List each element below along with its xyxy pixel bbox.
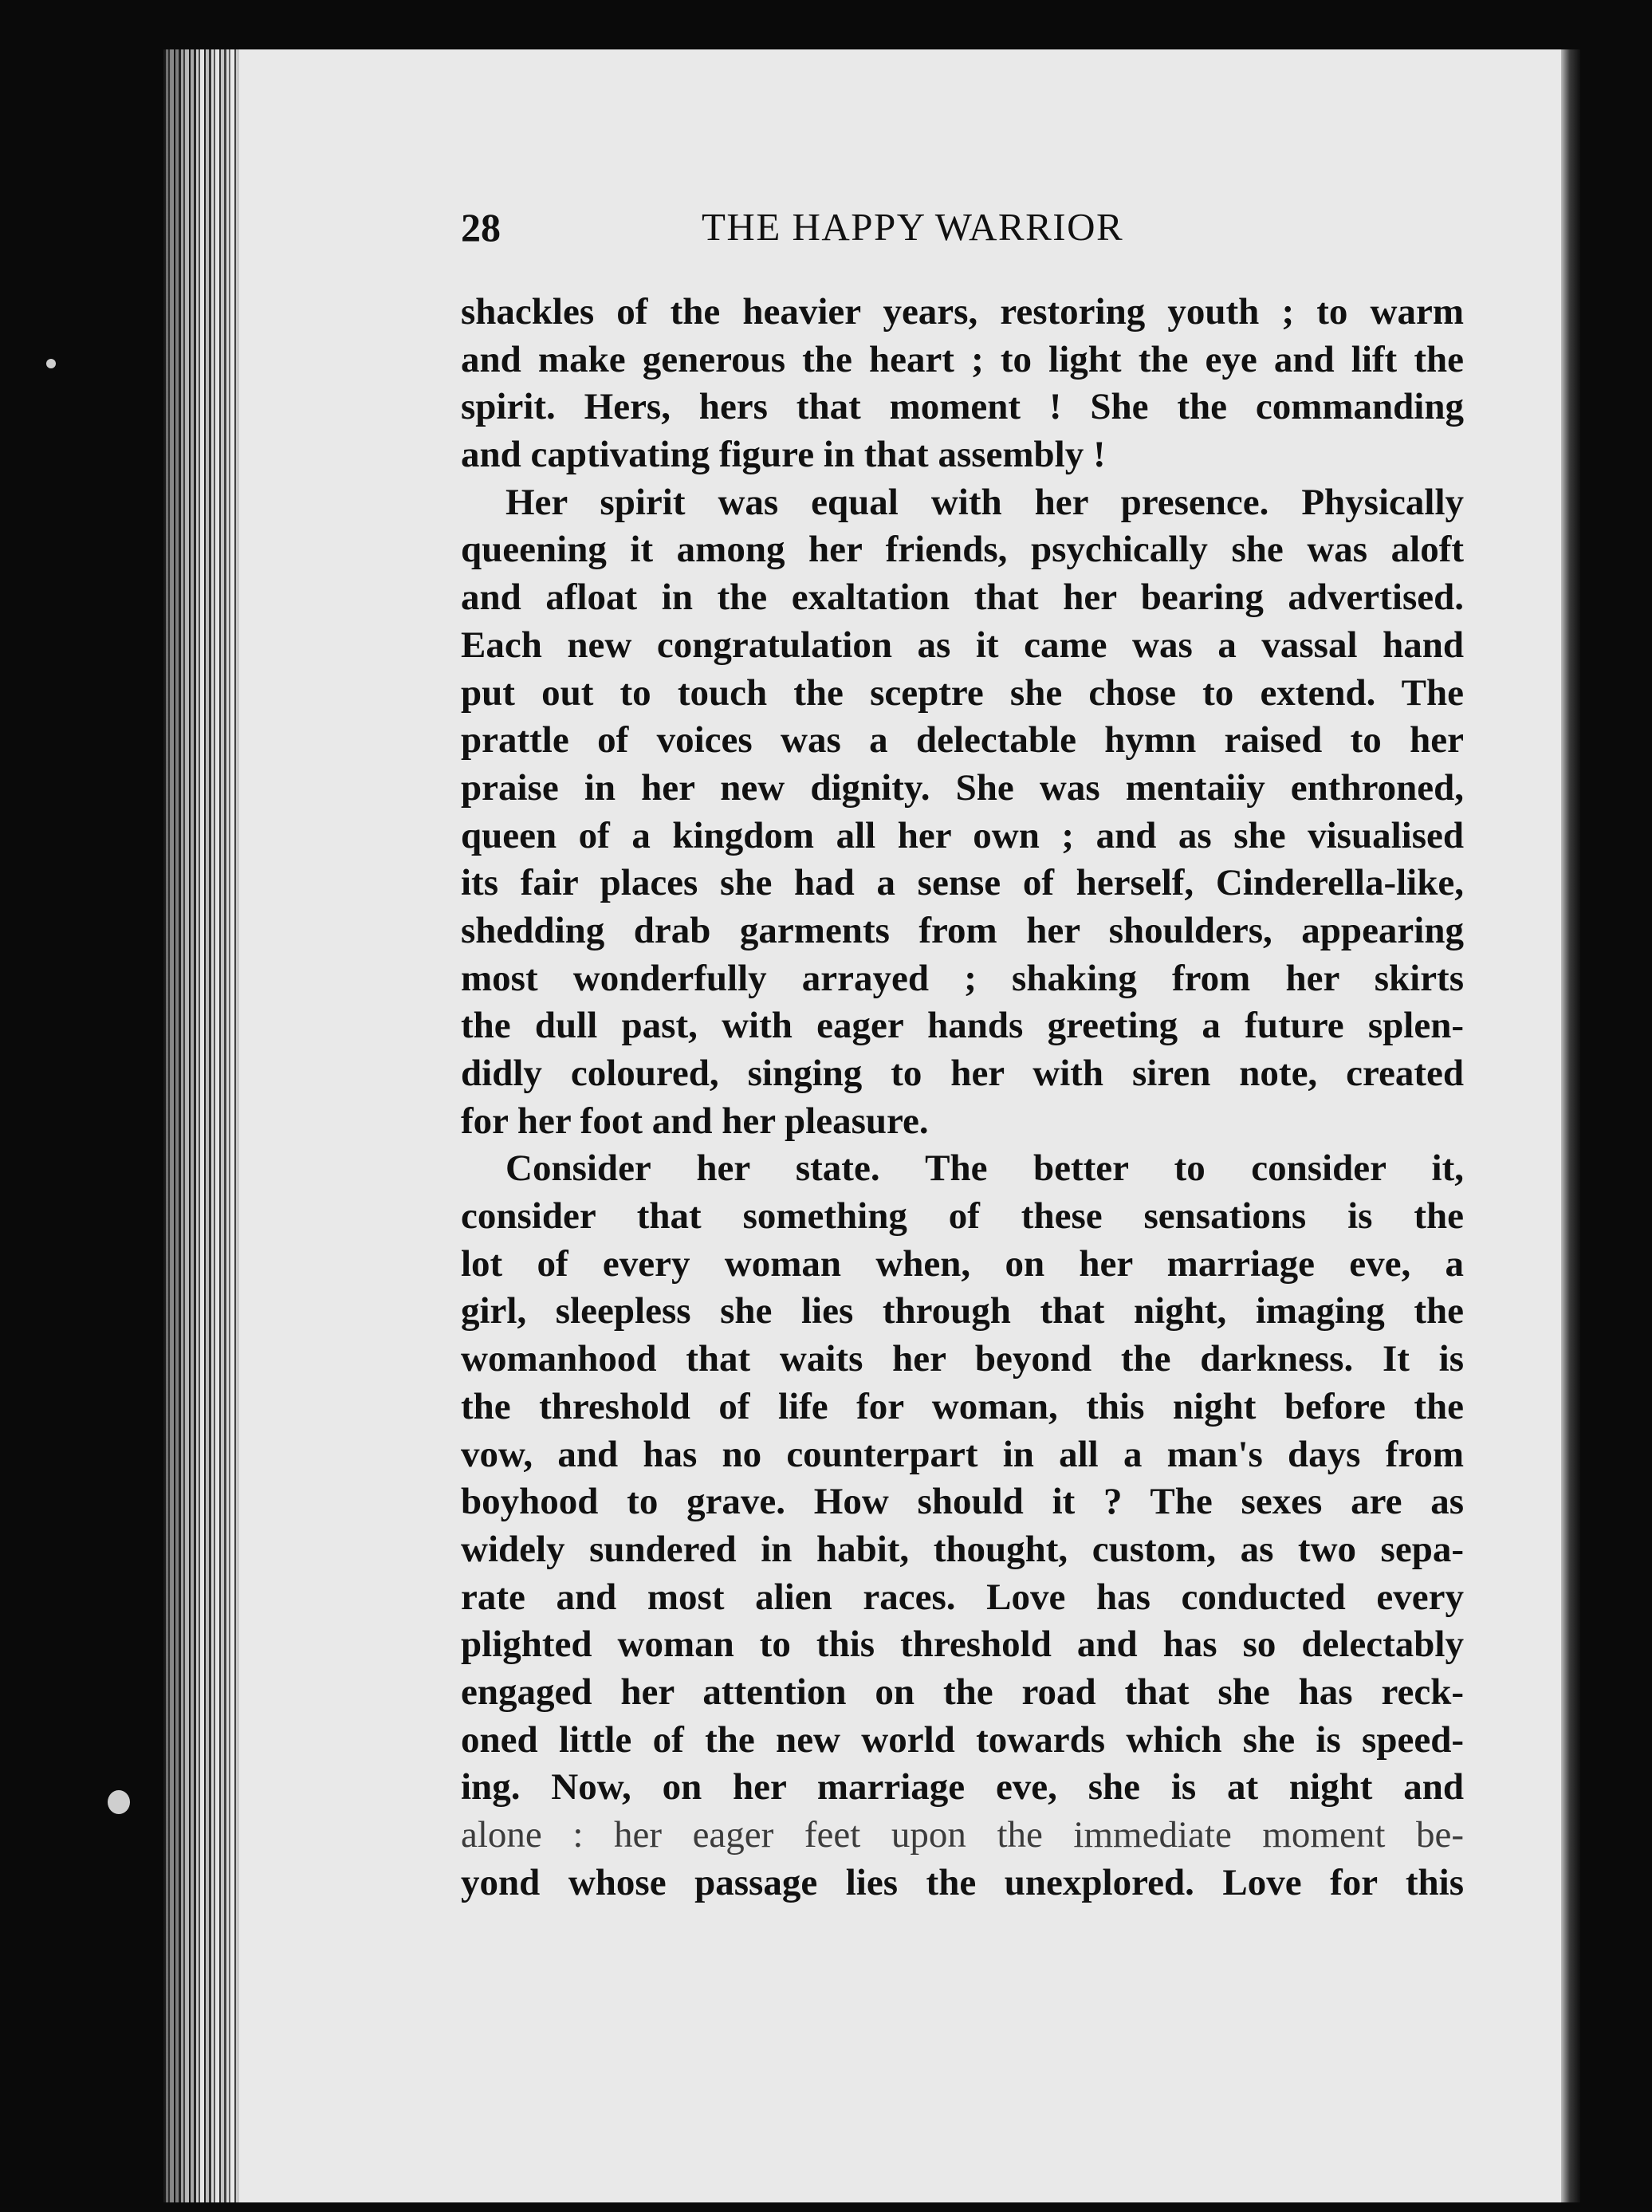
text-line: praise in her new dignity. She was mentaiiy enthroned,: [461, 766, 1464, 809]
text-line: didly coloured, singing to her with siren note, created: [461, 1053, 1464, 1094]
text-line: lot of every woman when, on her marriage eve, a: [461, 1242, 1464, 1285]
scan-speck: [108, 1790, 130, 1814]
text-line: womanhood that waits her beyond the darkness. It is: [461, 1338, 1464, 1380]
scan-speck: [46, 359, 56, 368]
text-line: Each new congratulation as it came was a vassal hand: [461, 624, 1464, 666]
text-line: yond whose passage lies the unexplored. Love for this: [461, 1861, 1464, 1903]
text-line: Her spirit was equal with her presence. Physically: [505, 481, 1464, 523]
text-line: engaged her attention on the road that she has reck-: [461, 1671, 1464, 1713]
text-line: most wonderfully arrayed ; shaking from her skirts: [461, 957, 1464, 999]
text-line: and make generous the heart ; to light the eye and lift the: [461, 338, 1464, 380]
text-line: shackles of the heavier years, restoring youth ; to warm: [461, 291, 1464, 333]
page-right-edge: [1561, 49, 1580, 2202]
text-line: alone : her eager feet upon the immediate moment be-: [461, 1814, 1464, 1856]
text-line: prattle of voices was a delectable hymn raised to her: [461, 719, 1464, 762]
text-line: spirit. Hers, hers that moment ! She the commanding: [461, 386, 1464, 428]
text-line: girl, sleepless she lies through that night, imaging the: [461, 1290, 1464, 1332]
text-line: queen of a kingdom all her own ; and as she visualised: [461, 814, 1464, 856]
text-line: vow, and has no counterpart in all a man's days from: [461, 1433, 1464, 1475]
text-line: boyhood to grave. How should it ? The sexes are as: [461, 1481, 1464, 1523]
text-line: the dull past, with eager hands greeting a future splen-: [461, 1005, 1464, 1047]
page-number: 28: [461, 205, 501, 250]
text-line: put out to touch the sceptre she chose to extend. The: [461, 671, 1464, 714]
text-line: and afloat in the exaltation that her bearing advertised.: [461, 577, 1464, 619]
text-line: consider that something of these sensations is the: [461, 1195, 1464, 1238]
text-line: queening it among her friends, psychically she was aloft: [461, 529, 1464, 571]
text-line: ing. Now, on her marriage eve, she is at night and: [461, 1766, 1464, 1809]
running-head: THE HAPPY WARRIOR: [702, 205, 1124, 249]
text-line: and captivating figure in that assembly !: [461, 434, 1106, 476]
text-line: for her foot and her pleasure.: [461, 1100, 929, 1142]
text-line: rate and most alien races. Love has conducted every: [461, 1576, 1464, 1618]
body-text: [461, 289, 1464, 1907]
text-line: its fair places she had a sense of herself, Cinderella-like,: [461, 862, 1464, 904]
text-line: oned little of the new world towards which she is speed-: [461, 1718, 1464, 1761]
text-line: Consider her state. The better to consider it,: [505, 1147, 1464, 1190]
page-header: [461, 199, 1258, 255]
text-line: widely sundered in habit, thought, custom, as two sepa-: [461, 1528, 1464, 1570]
text-line: the threshold of life for woman, this night before the: [461, 1385, 1464, 1427]
text-line: plighted woman to this threshold and has so delectably: [461, 1624, 1464, 1666]
text-line: shedding drab garments from her shoulders, appearing: [461, 909, 1464, 951]
